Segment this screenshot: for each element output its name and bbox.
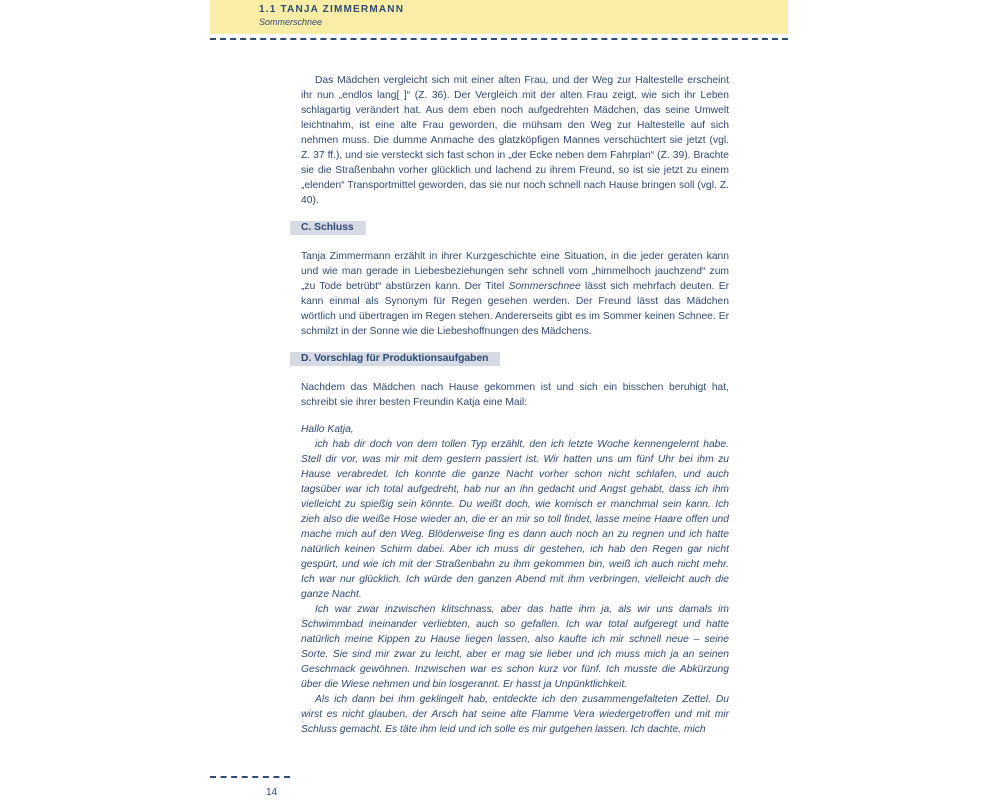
section-c-heading: C. Schluss — [290, 221, 366, 235]
letter-greeting: Hallo Katja, — [301, 424, 354, 435]
chapter-title: 1.1 TANJA ZIMMERMANN — [259, 4, 405, 15]
section-d-intro: Nachdem das Mädchen nach Hause gekommen ist und sich ein bisschen beruhigt hat, schreibt sie ihrer besten Freundin Katja eine Mail: — [301, 382, 729, 408]
page-number: 14 — [266, 787, 278, 798]
letter-paragraph: Als ich dann bei ihm geklingelt hab, entdeckte ich den zusammengefalteten Zettel. Du wirst es nicht glauben, der Arsch hat seine alte Flamme Vera wiedergetroffen und mit mir Schluss gemacht. Es täte ihm leid und ich solle es mir gutgehen lassen. Ich dachte, mich — [301, 694, 729, 735]
email-letter — [301, 422, 729, 737]
chapter-subtitle: Sommerschnee — [259, 17, 323, 27]
section-c-title-italic: Sommerschnee — [508, 281, 581, 292]
header-dashed-rule — [210, 38, 788, 40]
section-d-heading: D. Vorschlag für Produktionsaufgaben — [290, 352, 500, 366]
section-c-paragraph — [301, 249, 729, 339]
section-c-text-2: lässt sich mehrfach deuten. Er kann einmal als Synonym für Regen gesehen werden. Der Freund lässt das Mädchen wörtlich und übertragen im Regen stehen. Andererseits gibt es im Sommer keinen Schnee. Er schmilzt in der Sonne wie die Liebeshoffnungen des Mädchens. — [301, 281, 729, 337]
letter-paragraph: ich hab dir doch von dem tollen Typ erzählt, den ich letzte Woche kennengelernt habe. Stell dir vor, was mir mit dem gestern passiert ist. Wir hatten uns um fünf Uhr bei ihm zu Hause verabredet. Ich konnte die ganze Nacht vorher schon nicht schlafen, und auch tagsüber war ich total aufgedreht, hab nur an ihn gedacht und Angst gehabt, dass ich ihm vielleicht zu spießig sein könnte. Du weißt doch, wie komisch er manchmal sein kann. Ich zieh also die weiße Hose wieder an, die er an mir so toll findet, lasse meine Haare offen und mache mich auf den Weg. Blöderweise fing es dann auch noch an zu regnen und ich hatte natürlich keinen Schirm dabei. Aber ich muss dir gestehen, ich hab den Regen gar nicht gespürt, und wie ich mit der Straßenbahn zu ihm gekommen bin, weiß ich auch nicht mehr. Ich war nur glücklich. Ich würde den ganzen Abend mit ihm verbringen, vielleicht auch die ganze Nacht. — [301, 439, 729, 600]
page-body — [301, 73, 729, 737]
letter-paragraph: Ich war zwar inzwischen klitschnass, aber das hatte ihm ja, als wir uns damals im Schwimmbad ineinander verliebten, auch so gefallen. Ich war total aufgeregt und hatte natürlich meine Kippen zu Hause liegen lassen, also kaufte ich mir schnell neue – seine Sorte. Sie sind mir zwar zu leicht, aber er mag sie lieber und ich muss mich ja an seinen Geschmack gewöhnen. Inzwischen war es schon kurz vor fünf. Ich musste die Abkürzung über die Wiese nehmen und bin losgerannt. Er hasst ja Unpünktlichkeit. — [301, 604, 729, 690]
section-c-text-1: Tanja Zimmermann erzählt in ihrer Kurzgeschichte eine Situation, in die jeder geraten kann und wie man gerade in Liebesbeziehungen sehr schnell vom „himmelhoch jauchzend“ zum „zu Tode betrübt“ abstürzen kann. Der Titel — [301, 251, 729, 292]
running-header — [210, 0, 788, 34]
intro-paragraph: Das Mädchen vergleicht sich mit einer alten Frau, und der Weg zur Haltestelle erscheint ihr nun „endlos lang[ ]“ (Z. 36). Der Vergleich mit der alten Frau zeigt, wie sich ihr Leben schlagartig verändert hat. Aus dem eben noch aufgedrehten Mädchen, das seine Umwelt leichtnahm, ist eine alte Frau geworden, die mühsam den Weg zur Haltestelle auf sich nehmen muss. Die dumme Anmache des glatzköpfigen Mannes verschüchtert sie jetzt (vgl. Z. 37 ff.), und sie versteckt sich fast schon in „der Ecke neben dem Fahrplan“ (Z. 39). Brachte sie die Straßenbahn vorher glücklich und lachend zu ihrem Freund, so ist sie jetzt zu einem „elenden“ Transportmittel geworden, das sie nur noch schnell nach Hause bringen soll (vgl. Z. 40). — [301, 75, 729, 206]
footer-dashed-rule — [210, 776, 290, 778]
